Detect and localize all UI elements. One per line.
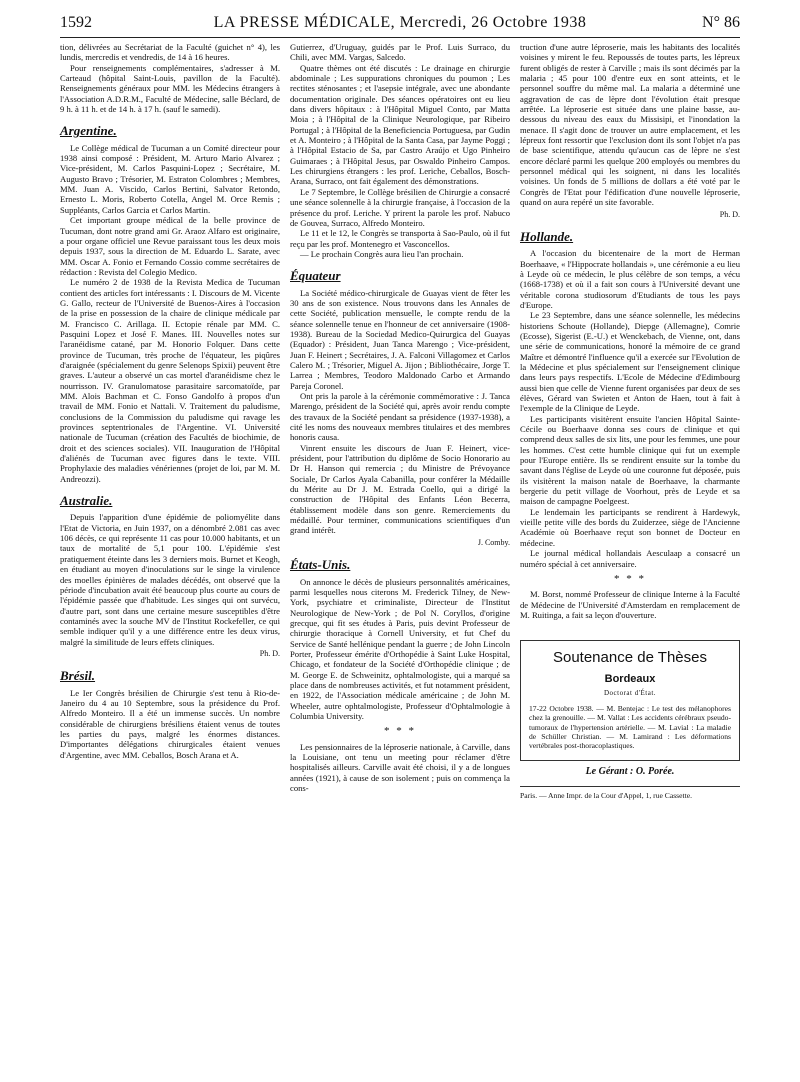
paragraph: Le 11 et le 12, le Congrès se transporta à Sao-Paulo, où il fut reçu par les prof. Montenegro et Vasconcellos. <box>290 228 510 249</box>
paragraph: Le Ier Congrès brésilien de Chirurgie s'est tenu à Rio-de-Janeiro du 4 au 10 Septembre, sous la présidence du Prof. Alfredo Monteiro. Il a été un immense succès. Un nombre considérable de chirurgiens brésiliens étaient venus de toutes les parties du pays, malgré les énormes distances. D'importantes délégations chirurgicales étaient venues d'Argentine, avec MM. Ceballos, Bosch Arana et A. <box>60 687 280 760</box>
box-subtitle: Bordeaux <box>604 672 656 685</box>
divider <box>520 786 740 787</box>
paragraph: A l'occasion du bicentenaire de la mort de Herman Boerhaave, « l'Hippocrate hollandais », une cérémonie a eu lieu à Leyde où ce médecin, le plus célèbre de son temps, a vécu (1668-1738) et où il a fait son cours à l'Université devant une véritable corona studiosorum d'Etudiants de tous les pays d'Europe. <box>520 248 740 310</box>
section-heading-etats-unis: États-Unis. <box>290 557 351 573</box>
box-text: 17-22 Octobre 1938. — M. Bentejac : Le test des mélanophores chez la grenouille. — M. Vallat : Les accidents cérébraux pseudo-tumoraux de l'hypertension artérielle. — M. Lavial : La maladie de Schüller Christian. — M. Lamirand : Les déformations vertébrales post-thoracoplastiques. <box>529 704 731 751</box>
section-heading-hollande: Hollande. <box>520 228 574 244</box>
page-header <box>60 14 740 36</box>
paragraph: Pour renseignements complémentaires, s'adresser à M. Carteaud (hôpital Saint-Louis, pavillon de la Faculté). Renseignements généraux pour MM. les Médecins étrangers à l'Association A.D.R.M., Faculté de Médecine, salle Béclard, de 9 h. à 11 h. et de 14 h. à 17 h. (sauf le samedi). <box>60 62 280 115</box>
paragraph: M. Borst, nommé Professeur de clinique Interne à la Faculté de Médecine de l'Université d'Amsterdam en remplacement de M. Ruitinga, a fait sa leçon d'ouverture. <box>520 589 740 620</box>
paragraph: truction d'une autre léproserie, mais les habitants des localités voisines y mirent le feu. Repoussés de toutes parts, les lépreux furent obligés de rester à Carville ; mais ils sont décimés par la malaria ; 45 pour 100 d'entre eux en sont atteints, et le personnel souffre du même mal. La malaria a déterminé une aggravation de cas de lèpre dont l'évolution était presque arrêtée. La léproserie est située dans une plaine basse, au-dessous du niveau des eaux du Missisipi, et l'inondation la menace. Il s'agit donc de trouver un autre emplacement, et les lépreux font ressortir que l'exclusion dont ils sont l'objet n'a pas de base scientifique, attendu qu'aucun cas de lèpre ne s'est encore déclaré parmi les quelque 200 employés ou membres du personnel médical qui les soignent, ni dans les localités voisines. Un fonds de 5 millions de dollars a été voté par le Congrès de l'Etat pour l'édification d'une nouvelle léproserie, quand on aura repéré un site favorable. <box>520 42 740 208</box>
section-heading-bresil: Brésil. <box>60 668 96 684</box>
paragraph: Ont pris la parole à la cérémonie commémorative : J. Tanca Marengo, président de la Société qui, après avoir rendu compte des travaux de la Société pendant sa présidence (1937-1938), a cité les noms des nouveaux membres titulaires et des membres honoris causa. <box>290 391 510 443</box>
box-title: Soutenance de Thèses <box>552 649 707 667</box>
paragraph: Depuis l'apparition d'une épidémie de poliomyélite dans l'Etat de Victoria, en Juin 1937, on a dénombré 2.081 cas avec 106 décès, ce qui représente 11 cas pour 10.000 habitants, et un taux de mortalité de 5,1 pour 100. L'épidémie s'est pratiquement éteinte dans les 3 derniers mois. Burnet et Keogh, en étudiant au moyen d'inoculations sur le singe la virulence des moelles épinières de malades décédés, ont observé que la période d'incubation avait été beaucoup plus courte au cours de l'épidémie passée que d'habitude. Les singes qui ont survécu, d'autre part, sont dans une certaine mesure susceptibles d'être contaminés avec la souche MV de l'Institut Rockefeller, ce qui semble indiquer qu'il y a une différence entre les deux virus, malgré la similitude de leurs effets cliniques. <box>60 512 280 647</box>
section-heading-australie: Australie. <box>60 493 113 509</box>
signature: Ph. D. <box>259 648 280 658</box>
box-degree: Doctorat d'État. <box>603 688 657 697</box>
column-1 <box>60 42 280 760</box>
section-heading-equateur: Équateur <box>290 268 341 284</box>
paragraph: Le numéro 2 de 1938 de la Revista Medica de Tucuman contient des articles fort intéressants : I. Discours de M. Vicente G. Gallo, recteur de l'Université de Buenos-Aires à l'occasion de la prise en possession de la chaire de clinique médicale par M. Francisco C. Arillaga. II. Ectopie rénale par MM. C. Pasquini Lopez et José F. Manes. III. Nouvelles notes sur l'aranéidisme catané, par M. Honorio Folquer. Dans cette province de Tucuman, très proche de l'équateur, les piqûres d'araignée (spécialement du genre Selenops Spixii) peuvent être graves. L'auteur a observé un cas mortel d'aranéidisme chez le nourrisson. IV. Granulomatose parasitaire sarcomatoïde, par MM. Alois Bachman et C. Fonso Gandolfo à propos d'un travail de MM. Fonio et Nattali. V. Traitement du paludisme, conclusions de la Commission du paludisme qui ravage les provinces septentrionales de l'Argentine. VI. Université nationale de Tucuman (création des Facultés de biochimie, de droit et des sciences sociales). VII. Inauguration de l'Hôpital d'aliénés de Tucuman avec figures dans le texte. VIII. Prophylaxie des maladies vénériennes (projet de loi, par M. M. Andreozzi). <box>60 277 280 484</box>
paragraph: Le 23 Septembre, dans une séance solennelle, les médecins historiens Schoute (Hollande), Diepge (Allemagne), Comrie (Ecosse), Sigerist (E.-U.) et Wenckebach, de Vienne, ont, dans une série de communications, honoré la mémoire de ce grand Maître et démontré l'influence qu'il a exercée sur l'Evolution de la Médecine et plus spécialement sur l'enseignement clinique dans leurs pays respectifs. L'Ecole de Médecine d'Edimbourg aussi bien que celle de Vienne furent organisées par deux de ses élèves, Gérard van Swieten et Anton de Haen, tout à fait à l'exemple de la Clinique de Leyde. <box>520 310 740 414</box>
paragraph: Le lendemain les participants se rendirent à Hardewyk, vieille petite ville des bords du Zuiderzee, siège de l'Ancienne Académie où Boerhaave reçut son bonnet de Docteur en médecine. <box>520 506 740 548</box>
paragraph: tion, délivrées au Secrétariat de la Faculté (guichet n° 4), les lundis, mercredis et vendredis, de 14 à 16 heures. <box>60 42 280 63</box>
theses-box <box>520 640 740 761</box>
paragraph: Cet important groupe médical de la belle province de Tucuman, dont notre grand ami Gr. Araoz Alfaro est originaire, a pour organe officiel une Revue paraissant tous les deux mois depuis 1937, sous la direction de M. Eduardo L. Sarate, avec MM. Oscar A. Fonio et Fernando Cossio comme secrétaires de rédaction : Revista del Colegio Medico. <box>60 215 280 277</box>
separator-stars: * * * <box>384 725 416 738</box>
signature: J. Comby. <box>477 537 510 547</box>
paragraph: Quatre thèmes ont été discutés : Le drainage en chirurgie abdominale ; Les suppurations chroniques du poumon ; Les rectites sténosantes ; et l'asepsie intégrale, avec une abondante documentation originale. Des séances opératoires ont eu lieu dans divers hôpitaux : à l'Hôpital Miguel Conto, par Matta Moia ; à l'Hôpital de la Clinique Neurologique, par Ribeiro Portugal ; à l'Hôpital de la Beneficiencia Portuguesa, par Gudin et A. Monteiro ; à l'Hôpital de la Santa Casa, par Jayme Poggi ; à l'Hôpital Estacio de Sa, par Castro Araújo et Ugo Pinheiro Guimaraes ; à l'Hôpital Jesus, par Oswaldo Pinheiro Campos. Les chirurgiens étrangers : les prof. Leriche, Ceballos, Bosch-Arana, Surraco, ont fait également des démonstrations. <box>290 62 510 187</box>
paragraph: Les pensionnaires de la léproserie nationale, à Carville, dans la Louisiane, ont tenu un meeting pour réclamer d'être hospitalisés ailleurs. Carville avait été choisi, il y a de longues années (1921), à cause de son isolement ; puis on commença la cons- <box>290 741 510 794</box>
imprint-line: Paris. — Anne Impr. de la Cour d'Appel, 1, rue Cassette. <box>520 790 692 800</box>
paragraph: La Société médico-chirurgicale de Guayas vient de fêter les 30 ans de son existence. Nous trouvons dans les Annales de cette Société, publication mensuelle, le compte rendu de la séance solennelle tenue en l'honneur de cet anniversaire (1908-1938). Bureau de la Sociedad Medico-Quirurgica del Guayas (Equador) : Président, Juan Tanca Marengo ; Vice-président, Juan F. Heinert ; Secrétaires, J. A. Falconi Villagomez et Carlos Calero M. ; Trésorier, Miguel A. Jijon ; Bibliothécaire, Jorge T. Larrea ; Membres, Teodoro Maldonado Carbo et Armando Pareja Coronel. <box>290 287 510 391</box>
paragraph: Vinrent ensuite les discours de Juan F. Heinert, vice-président, pour l'attribution du diplôme de Socio Honorario au Dr H. Hanson qui remercia ; du Ministre de Prévoyance Sociale, Dr Carlos Ayala Cabanilla, pour conférer la Médaille du Mérite au Dr J. M. Estrada Coello, qui a dirigé la construction de l'Hôpital des Enfants Léon Becerra, établissement modèle dans son genre. Remerciements du médaillé. Pour terminer, communications scientifiques d'un grand intérêt. <box>290 442 510 536</box>
page-number: 1592 <box>60 14 92 31</box>
separator-stars: * * * <box>614 572 646 585</box>
column-3 <box>520 42 740 801</box>
section-heading-argentine: Argentine. <box>60 123 117 139</box>
paragraph: Le 7 Septembre, le Collège brésilien de Chirurgie a consacré une séance solennelle à la chirurgie française, à l'occasion de la présence du prof. Leriche. Y prirent la parole les prof. Nabuco de Gouvea, Surraco, Alfredo Monteiro. <box>290 186 510 228</box>
paragraph: Le journal médical hollandais Aesculaap a consacré un numéro spécial à cet anniversaire. <box>520 548 740 569</box>
column-2 <box>290 42 510 793</box>
paragraph: On annonce le décès de plusieurs personnalités américaines, parmi lesquelles nous citerons M. Frederick Tilney, de New-York, psychiatre et criminaliste, Directeur de l'Institut Neurologique de New-York ; de Pol N. Coryllos, d'origine grecque, qui fit ses études à Paris, puis devint Professeur de chirurgie thoracique à Cornell University, et fut Chef du Service de Santé hellénique pendant la guerre ; de John Lincoln Porter, Professeur émérite d'Orthopédie à Saint Luke Hospital, Chicago, et fondateur de la Société d'Orthopédie clinique ; de M. George E. de Schweinitz, ophtalmologiste, qui a marqué sa place dans de nombreuses activités, et fut notamment président, en 1922, de l'Association médicale américaine ; de John M. Wheeler, autre ophtalmologiste, Professeur d'Ophtalmologie à Columbia University. <box>290 576 510 721</box>
paragraph: — Le prochain Congrès aura lieu l'an prochain. <box>300 248 464 259</box>
paragraph: Gutierrez, d'Uruguay, guidés par le Prof. Luis Surraco, du Chili, avec MM. Vargas, Salcedo. <box>290 42 510 63</box>
journal-title: LA PRESSE MÉDICALE, Mercredi, 26 Octobre 1938 <box>213 14 587 31</box>
signature: Ph. D. <box>719 209 740 219</box>
header-rule <box>60 37 740 38</box>
issue-number: N° 86 <box>702 14 740 31</box>
paragraph: Le Collège médical de Tucuman a un Comité directeur pour 1938 ainsi composé : Président, M. Arturo Mario Alvarez ; Vice-président, M. Carlos Pasquini-Lopez ; Secrétaire, M. Augusto Bravo ; Trésorier, M. Estraton Colombres ; Membres, MM. Juan A. Viscido, Carlos Bertini, Salvator Retondo, Ernesto L. Moris, Roberto Cotella, Angel M. Orce Remis ; Suppléants, Carlos Garcia et Carlos Martin. <box>60 142 280 215</box>
paragraph: Les participants visitèrent ensuite l'ancien Hôpital Sainte-Cécile ou Boerhaave donna ses cours de clinique et qui comprend deux salles de six lits, une pour les femmes, une pour les hommes. C'est cette humble clinique qui fut un exemple pour l'Europe entière. Ils se rendirent ensuite sur la tombe du savant dans l'église de Leyde où une couronne fut déposée, puis ils visitèrent la maison natale de Boerhaave, la charmante bergerie du petit village de Voorhout, près de Leyde et sa maison de campagne Poelgeest. <box>520 413 740 507</box>
gerant-line: Le Gérant : O. Porée. <box>585 766 675 778</box>
